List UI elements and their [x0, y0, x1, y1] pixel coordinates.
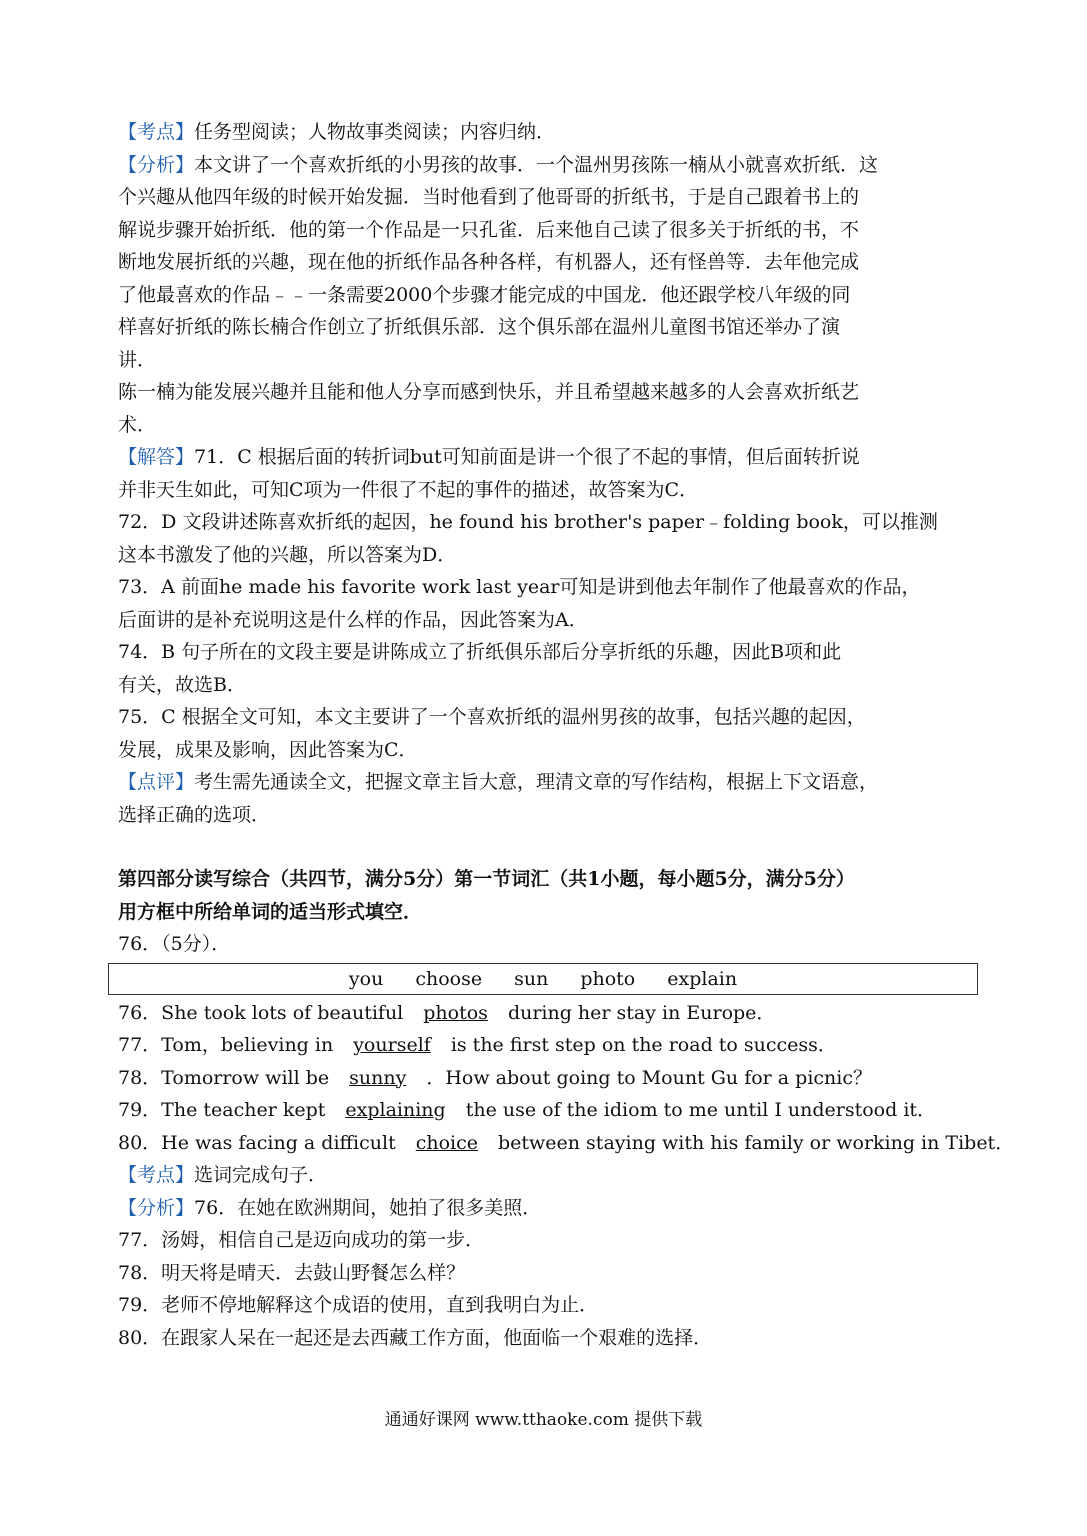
- fill-blank-item: [118, 1029, 978, 1062]
- item-rest: the use of the idiom to me until I understood it．: [465, 1099, 937, 1121]
- fenxi-line: 解说步骤开始折纸．他的第一个作品是一只孔雀．后来他自己读了很多关于折纸的书，不: [118, 218, 860, 241]
- section-instruction: 用方框中所给单词的适当形式填空．: [118, 900, 423, 923]
- fenxi-line: [118, 1192, 978, 1225]
- dianping-line: [118, 766, 978, 799]
- jieda-line: 后面讲的是补充说明这是什么样的作品，因此答案为A．: [118, 608, 588, 631]
- document-body: [118, 116, 1015, 1354]
- answer-blank: explaining: [345, 1099, 446, 1121]
- item-stem: 76．She took lots of beautiful: [118, 1001, 404, 1024]
- jieda-line: 73．A 前面he made his favorite work last year可知是讲到他去年制作了他最喜欢的作品，: [118, 576, 921, 598]
- section-heading: 第四部分读写综合（共四节，满分5分）第一节词汇（共1小题，每小题5分，满分5分）: [118, 868, 855, 890]
- fenxi-line: 术．: [118, 413, 157, 436]
- fill-blank-item: [118, 1062, 978, 1095]
- kaodian-tag: 【考点】: [118, 121, 195, 143]
- jieda-line: 75．C 根据全文可知，本文主要讲了一个喜欢折纸的温州男孩的故事，包括兴趣的起因，: [118, 706, 866, 728]
- item-rest: ．How about going to Mount Gu for a picnic？: [426, 1066, 873, 1089]
- answer-blank: choice: [415, 1131, 478, 1154]
- fill-blank-item: [118, 997, 978, 1030]
- item-rest: is the first step on the road to success．: [450, 1034, 837, 1056]
- word-choice: sun: [514, 967, 549, 990]
- translation-line: 80．在跟家人呆在一起还是去西藏工作方面，他面临一个艰难的选择．: [118, 1326, 713, 1349]
- jieda-line: 这本书激发了他的兴趣，所以答案为D．: [118, 543, 457, 566]
- fenxi-line: 陈一楠为能发展兴趣并且能和他人分享而感到快乐，并且希望越来越多的人会喜欢折纸艺: [118, 381, 860, 403]
- kaodian-line: [118, 1159, 978, 1192]
- fenxi-line: 样喜好折纸的陈长楠合作创立了折纸俱乐部．这个俱乐部在温州儿童图书馆还举办了演: [118, 316, 841, 338]
- fenxi-line: 了他最喜欢的作品﹣﹣一条需要2000个步骤才能完成的中国龙．他还跟学校八年级的同: [118, 283, 851, 306]
- kaodian-text: 选词完成句子．: [194, 1164, 328, 1186]
- fenxi-tag: 【分析】: [118, 153, 195, 176]
- kaodian-line: [118, 116, 978, 149]
- jieda-line: 72．D 文段讲述陈喜欢折纸的起因，he found his brother's paper﹣folding book，可以推测: [118, 511, 938, 533]
- question-label: 76．（5分）．: [118, 933, 231, 955]
- fill-blank-item: [118, 1094, 978, 1127]
- fenxi-line: 讲．: [118, 348, 157, 371]
- item-rest: between staying with his family or working in Tibet．: [497, 1131, 1015, 1154]
- dianping-text: 考生需先通读全文，把握文章主旨大意，理清文章的写作结构，根据上下文语意，: [194, 771, 879, 793]
- translation-line: 77．汤姆，相信自己是迈向成功的第一步．: [118, 1229, 485, 1251]
- fenxi-text: 76．在她在欧洲期间，她拍了很多美照．: [194, 1196, 542, 1219]
- item-stem: 78．Tomorrow will be: [118, 1066, 330, 1089]
- jieda-line: 发展，成果及影响，因此答案为C．: [118, 738, 418, 761]
- jieda-line: 有关，故选B．: [118, 673, 246, 696]
- translation-line: 79．老师不停地解释这个成语的使用，直到我明白为止．: [118, 1294, 599, 1316]
- item-rest: during her stay in Europe．: [507, 1001, 776, 1024]
- fenxi-line: 个兴趣从他四年级的时候开始发掘．当时他看到了他哥哥的折纸书，于是自己跟着书上的: [118, 186, 860, 208]
- jieda-line: 74．B 句子所在的文段主要是讲陈成立了折纸俱乐部后分享折纸的乐趣，因此B项和此: [118, 641, 842, 663]
- answer-blank: photos: [423, 1001, 488, 1024]
- word-choice: choose: [415, 967, 483, 990]
- fenxi-tag: 【分析】: [118, 1196, 195, 1219]
- page-footer: 通通好课网 www.tthaoke.com 提供下载: [384, 1410, 703, 1430]
- word-choice: photo: [580, 967, 636, 990]
- fenxi-text: 本文讲了一个喜欢折纸的小男孩的故事．一个温州男孩陈一楠从小就喜欢折纸．这: [194, 153, 879, 176]
- jieda-line: 并非天生如此，可知C项为一件很了不起的事件的描述，故答案为C．: [118, 478, 699, 501]
- word-choice: explain: [667, 967, 738, 990]
- item-stem: 77．Tom，believing in: [118, 1034, 334, 1056]
- jieda-line: [118, 441, 978, 474]
- item-stem: 80．He was facing a difficult: [118, 1131, 396, 1154]
- dianping-tag: 【点评】: [118, 771, 195, 793]
- word-box: [108, 963, 978, 995]
- kaodian-tag: 【考点】: [118, 1164, 195, 1186]
- dianping-line: 选择正确的选项．: [118, 803, 271, 826]
- word-choice: you: [348, 967, 384, 990]
- answer-blank: sunny: [349, 1066, 407, 1089]
- jieda-tag: 【解答】: [118, 446, 195, 468]
- fill-blank-item: [118, 1127, 1015, 1160]
- answer-blank: yourself: [353, 1034, 431, 1056]
- jieda-text: 71．C 根据后面的转折词but可知前面是讲一个很了不起的事情，但后面转折说: [194, 446, 860, 468]
- item-stem: 79．The teacher kept: [118, 1099, 326, 1121]
- kaodian-text: 任务型阅读；人物故事类阅读；内容归纳．: [194, 121, 556, 143]
- fenxi-line: [118, 149, 978, 182]
- translation-line: 78．明天将是晴天．去鼓山野餐怎么样？: [118, 1261, 466, 1284]
- fenxi-line: 断地发展折纸的兴趣，现在他的折纸作品各种各样，有机器人，还有怪兽等．去年他完成: [118, 251, 860, 273]
